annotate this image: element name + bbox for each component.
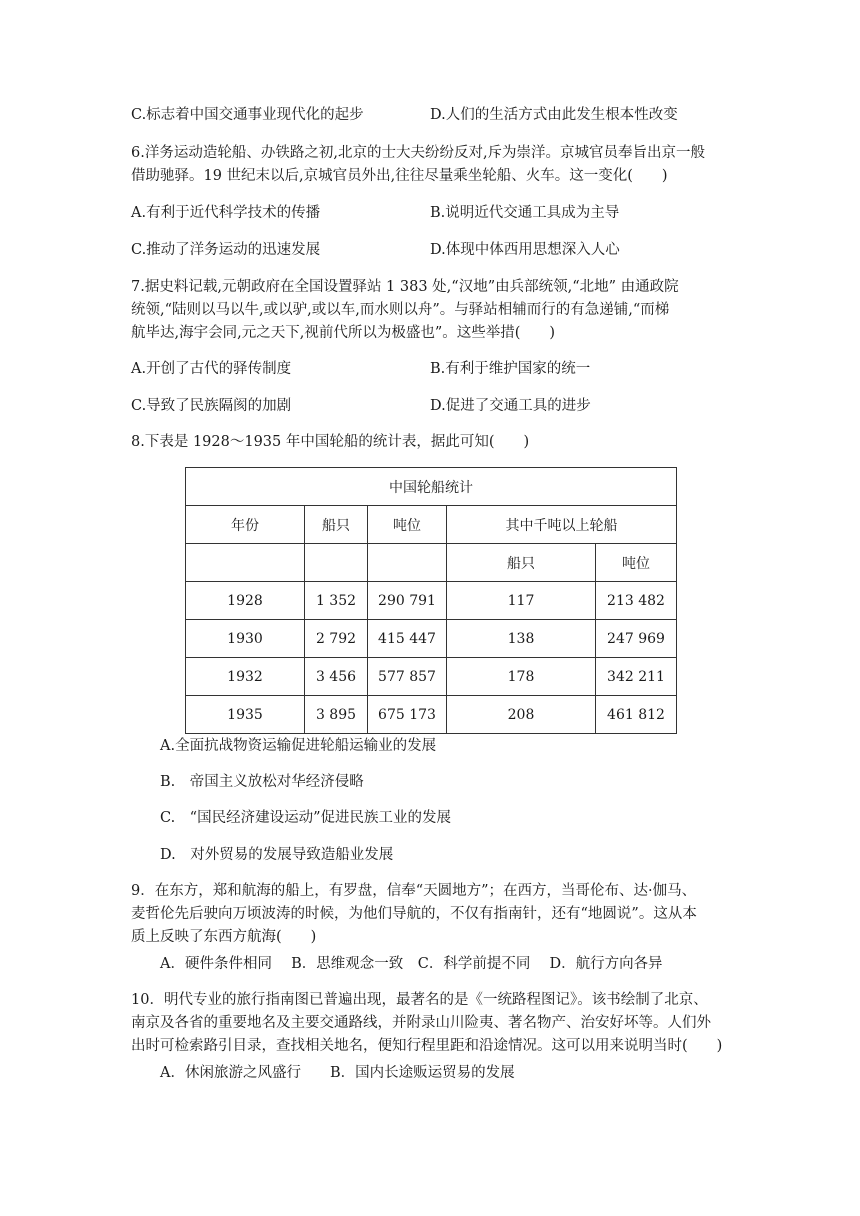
table-row <box>186 696 677 734</box>
subheader-large-ships-count: 船只 <box>447 544 596 582</box>
q7-stem-line-3: 航毕达,海宇会同,元之天下,视前代所以为极盛也”。这些举措( ) <box>131 325 556 341</box>
q10-stem-line-2: 南京及各省的重要地名及主要交通路线，并附录山川险夷、著名物产、治安好坏等。人们外 <box>131 1015 711 1031</box>
q5-option-d: D.人们的生活方式由此发生根本性改变 <box>430 107 678 123</box>
cell-large-tonnage: 247 969 <box>596 620 677 658</box>
cell-large-tonnage: 213 482 <box>596 582 677 620</box>
q8-option-a: A.全面抗战物资运输促进轮船运输业的发展 <box>160 738 437 754</box>
q9-stem-line-3: 质上反映了东西方航海( ) <box>131 929 317 945</box>
cell-tonnage: 577 857 <box>368 658 447 696</box>
table-row <box>186 620 677 658</box>
q8-option-b: B. 帝国主义放松对华经济侵略 <box>160 774 364 790</box>
q7-option-a: A.开创了古代的驿传制度 <box>131 361 292 377</box>
q6-stem-line-2: 借助驰驿。19 世纪末以后,京城官员外出,往往尽量乘坐轮船、火车。这一变化( ) <box>131 168 668 184</box>
header-ships: 船只 <box>305 506 368 544</box>
cell-large-ships: 178 <box>447 658 596 696</box>
q10-stem-line-3: 出时可检索路引目录，查找相关地名，便知行程里距和沿途情况。这可以用来说明当时( ) <box>131 1038 723 1054</box>
q7-option-d: D.促进了交通工具的进步 <box>430 398 591 414</box>
q7-option-b: B.有利于维护国家的统一 <box>430 361 591 377</box>
cell-year: 1930 <box>186 620 305 658</box>
empty-cell <box>186 544 305 582</box>
header-tonnage: 吨位 <box>368 506 447 544</box>
cell-large-tonnage: 342 211 <box>596 658 677 696</box>
q6-option-b: B.说明近代交通工具成为主导 <box>430 205 620 221</box>
cell-ships: 2 792 <box>305 620 368 658</box>
cell-ships: 3 895 <box>305 696 368 734</box>
ship-statistics-table <box>185 467 677 734</box>
table-title: 中国轮船统计 <box>186 468 677 506</box>
q6-stem-line-1: 6.洋务运动造轮船、办铁路之初,北京的士大夫纷纷反对,斥为崇洋。京城官员奉旨出京一般 <box>131 145 706 161</box>
q9-stem-line-2: 麦哲伦先后驶向万顷波涛的时候，为他们导航的，不仅有指南针，还有“地圆说”。这从本 <box>131 906 697 922</box>
q6-option-d: D.体现中体西用思想深入人心 <box>430 242 620 258</box>
q10-stem-line-1: 10．明代专业的旅行指南图已普遍出现，最著名的是《一统路程图记》。该书绘制了北京、 <box>131 992 708 1008</box>
cell-year: 1935 <box>186 696 305 734</box>
empty-cell <box>305 544 368 582</box>
q5-option-c: C.标志着中国交通事业现代化的起步 <box>131 107 364 123</box>
q7-stem-line-2: 统领,“陆则以马以牛,或以驴,或以车,而水则以舟”。与驿站相辅而行的有急递铺,“而梯 <box>131 302 670 318</box>
q9-options: A．硬件条件相同 B．思维观念一致 C．科学前提不同 D．航行方向各异 <box>160 956 663 972</box>
q8-option-d: D. 对外贸易的发展导致造船业发展 <box>160 847 394 863</box>
cell-large-tonnage: 461 812 <box>596 696 677 734</box>
q7-option-c: C.导致了民族隔阂的加剧 <box>131 398 292 414</box>
q8-stem: 8.下表是 1928～1935 年中国轮船的统计表，据此可知( ) <box>131 434 530 450</box>
header-large-ships: 其中千吨以上轮船 <box>447 506 677 544</box>
table-row <box>186 582 677 620</box>
cell-ships: 3 456 <box>305 658 368 696</box>
q7-stem-line-1: 7.据史料记载,元朝政府在全国设置驿站 1 383 处,“汉地”由兵部统领,“北地” 由通政院 <box>131 279 679 295</box>
cell-large-ships: 208 <box>447 696 596 734</box>
cell-tonnage: 675 173 <box>368 696 447 734</box>
empty-cell <box>368 544 447 582</box>
cell-year: 1928 <box>186 582 305 620</box>
cell-ships: 1 352 <box>305 582 368 620</box>
q6-option-c: C.推动了洋务运动的迅速发展 <box>131 242 321 258</box>
q9-stem-line-1: 9．在东方，郑和航海的船上，有罗盘，信奉“天圆地方”；在西方，当哥伦布、达·伽马、 <box>131 883 697 899</box>
q6-option-a: A.有利于近代科学技术的传播 <box>131 205 321 221</box>
q8-option-c: C. “国民经济建设运动”促进民族工业的发展 <box>160 810 452 826</box>
q10-options: A．休闲旅游之风盛行 B．国内长途贩运贸易的发展 <box>160 1065 515 1081</box>
cell-tonnage: 415 447 <box>368 620 447 658</box>
cell-large-ships: 117 <box>447 582 596 620</box>
header-year: 年份 <box>186 506 305 544</box>
cell-large-ships: 138 <box>447 620 596 658</box>
subheader-large-ships-tonnage: 吨位 <box>596 544 677 582</box>
table-row <box>186 658 677 696</box>
cell-tonnage: 290 791 <box>368 582 447 620</box>
cell-year: 1932 <box>186 658 305 696</box>
